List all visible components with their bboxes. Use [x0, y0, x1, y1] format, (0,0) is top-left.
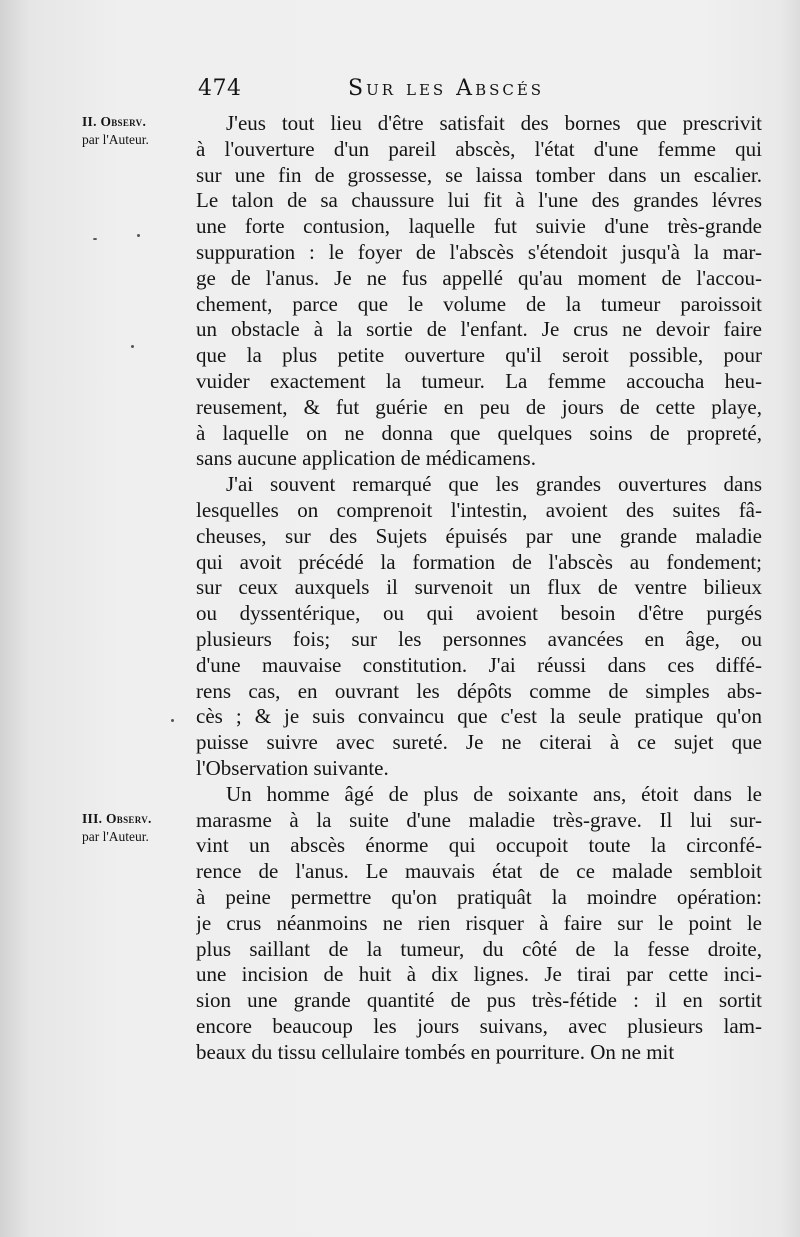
- body-text: [196, 111, 762, 1065]
- text-line: plusieurs fois; sur les personnes avancées en âge, ou: [196, 626, 762, 651]
- text-line: lesquelles on comprenoit l'intestin, avoient des suites fâ-: [196, 497, 762, 522]
- ink-speck: [131, 345, 134, 348]
- text-line: reusement, & fut guérie en peu de jours de cette playe,: [196, 394, 762, 419]
- text-line: J'ai souvent remarqué que les grandes ouvertures dans: [226, 472, 762, 497]
- text-line: suppuration : le foyer de l'abscès s'étendoit jusqu'à la mar-: [196, 239, 762, 264]
- text-line: rence de l'anus. Le mauvais état de ce malade sembloit: [196, 859, 762, 884]
- ink-speck: [137, 234, 140, 237]
- text-line: à peine permettre qu'on pratiquât la moindre opération:: [196, 884, 762, 909]
- text-line: sur ceux auxquels il survenoit un flux de ventre bilieux: [196, 575, 762, 600]
- margin-note-label: III. Observ.: [82, 811, 152, 826]
- margin-note-label: II. Observ.: [82, 114, 147, 129]
- margin-note-observation-3: [82, 810, 192, 846]
- text-line: rens cas, en ouvrant les dépôts comme de simples abs-: [196, 678, 762, 703]
- text-line: à laquelle on ne donna que quelques soins de propreté,: [196, 420, 762, 445]
- text-line: je crus néanmoins ne rien risquer à faire sur le point le: [196, 910, 762, 935]
- text-line: plus saillant de la tumeur, du côté de la fesse droite,: [196, 936, 762, 961]
- text-line: puisse suivre avec sureté. Je ne citerai à ce sujet que: [196, 730, 762, 755]
- text-line: une incision de huit à dix lignes. Je tirai par cette inci-: [196, 962, 762, 987]
- ink-speck: [171, 719, 174, 722]
- text-line: à l'ouverture d'un pareil abscès, l'état d'une femme qui: [196, 136, 762, 161]
- ink-speck: [93, 238, 97, 240]
- text-line: Le talon de sa chaussure lui fit à l'une des grandes lévres: [196, 188, 762, 213]
- paragraph: [196, 472, 762, 782]
- margin-note-author: par l'Auteur.: [82, 132, 149, 147]
- text-line: sion une grande quantité de pus très-fétide : il en sortit: [196, 988, 762, 1013]
- text-line: un obstacle à la sortie de l'enfant. Je crus ne devoir faire: [196, 317, 762, 342]
- text-line: encore beaucoup les jours suivans, avec plusieurs lam-: [196, 1013, 762, 1038]
- text-line: que la plus petite ouverture qu'il seroit possible, pour: [196, 343, 762, 368]
- text-line: sans aucune application de médicamens.: [196, 446, 536, 471]
- text-line: qui avoit précédé la formation de l'abscès au fondement;: [196, 549, 762, 574]
- margin-note-author: par l'Auteur.: [82, 829, 149, 844]
- text-line: d'une mauvaise constitution. J'ai réussi dans ces diffé-: [196, 652, 762, 677]
- text-line: vint un abscès énorme qui occupoit toute la circonfé-: [196, 833, 762, 858]
- paragraph: [196, 782, 762, 1066]
- paragraph: [196, 111, 762, 472]
- page-number: 474: [198, 76, 242, 101]
- text-line: une forte contusion, laquelle fut suivie d'une très-grande: [196, 214, 762, 239]
- text-line: cès ; & je suis convaincu que c'est la seule pratique qu'on: [196, 704, 762, 729]
- text-line: marasme à la suite d'une maladie très-grave. Il lui sur-: [196, 807, 762, 832]
- text-line: ou dyssentérique, ou qui avoient besoin d'être purgés: [196, 601, 762, 626]
- text-line: sur une fin de grossesse, se laissa tomber dans un escalier.: [196, 162, 762, 187]
- running-head: Sur les Abscés: [348, 76, 545, 101]
- text-line: l'Observation suivante.: [196, 755, 389, 780]
- margin-note-observation-2: [82, 113, 192, 149]
- text-line: beaux du tissu cellulaire tombés en pourriture. On ne mit: [196, 1039, 675, 1064]
- page-header: [198, 76, 758, 106]
- text-line: cheuses, sur des Sujets épuisés par une grande maladie: [196, 523, 762, 548]
- text-line: ge de l'anus. Je ne fus appellé qu'au moment de l'accou-: [196, 265, 762, 290]
- text-line: Un homme âgé de plus de soixante ans, étoit dans le: [226, 781, 762, 806]
- text-line: chement, parce que le volume de la tumeur paroissoit: [196, 291, 762, 316]
- text-line: J'eus tout lieu d'être satisfait des bornes que prescrivit: [226, 111, 762, 135]
- text-line: vuider exactement la tumeur. La femme accoucha heu-: [196, 368, 762, 393]
